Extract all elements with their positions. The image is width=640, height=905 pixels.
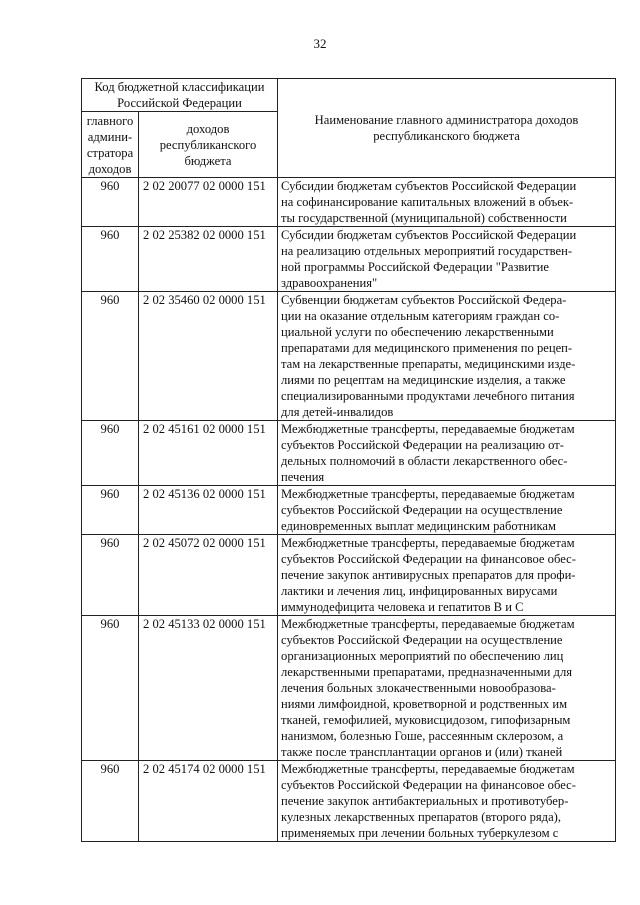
income-name-line: дельных полномочий в области лекарственного обес- <box>281 454 568 468</box>
income-code-cell: 2 02 45133 02 0000 151 <box>139 616 278 761</box>
income-code-cell: 2 02 45136 02 0000 151 <box>139 486 278 535</box>
income-name-line: на софинансирование капитальных вложений в объек- <box>281 195 574 209</box>
header-classification-group <box>82 79 278 112</box>
income-name-line: субъектов Российской Федерации на осуществление <box>281 503 563 517</box>
table-row <box>82 227 616 292</box>
header-chief-administrator <box>82 112 139 178</box>
income-name-line: тканей, гемофилией, муковисцидозом, гипофизарным <box>281 713 571 727</box>
header-admin-line: админи- <box>87 129 133 144</box>
header-income-line: доходов <box>186 121 230 136</box>
income-name-line: применяемых при лечении больных туберкулезом с <box>281 826 559 840</box>
income-name-line: там на лекарственные препараты, медицинскими изде- <box>281 357 576 371</box>
admin-code-cell: 960 <box>82 616 139 761</box>
page-number: 32 <box>313 36 327 51</box>
income-name-line: субъектов Российской Федерации на финансовое обес- <box>281 552 576 566</box>
income-name-line: ты государственной (муниципальной) собственности <box>281 211 567 225</box>
table-row <box>82 178 616 227</box>
income-name-line: печения <box>281 470 325 484</box>
income-code-cell: 2 02 20077 02 0000 151 <box>139 178 278 227</box>
income-name-line: лиями по рецептам на медицинские изделия, а также <box>281 373 566 387</box>
income-name-line: для детей-инвалидов <box>281 405 394 419</box>
income-name-cell <box>278 421 616 486</box>
header-administrator-name <box>278 79 616 178</box>
table-row <box>82 761 616 842</box>
income-name-cell <box>278 178 616 227</box>
admin-code-cell: 960 <box>82 292 139 421</box>
income-name-line: единовременных выплат медицинским работникам <box>281 519 556 533</box>
income-name-line: Субвенции бюджетам субъектов Российской Федера- <box>281 293 567 307</box>
admin-code-cell: 960 <box>82 421 139 486</box>
header-admin-line: стратора <box>86 145 134 160</box>
income-name-line: Межбюджетные трансферты, передаваемые бюджетам <box>281 762 575 776</box>
income-name-line: Субсидии бюджетам субъектов Российской Федерации <box>281 179 577 193</box>
income-name-line: кулезных лекарственных препаратов (второго ряда), <box>281 810 562 824</box>
admin-code-cell: 960 <box>82 761 139 842</box>
budget-classification-table <box>81 78 616 842</box>
table-row <box>82 486 616 535</box>
income-name-line: ниями лимфоидной, кроветворной и родственных им <box>281 697 568 711</box>
header-admin-line: доходов <box>88 161 132 176</box>
header-name-line: Наименование главного администратора доходов <box>314 113 579 127</box>
income-name-line: циальной услуги по обеспечению лекарственными <box>281 325 554 339</box>
income-name-line: лекарственными препаратами, предназначенными для <box>281 665 573 679</box>
income-name-line: нанизмом, болезнью Гоше, рассеянным склерозом, а <box>281 729 564 743</box>
income-name-line: печение закупок антибактериальных и противотубер- <box>281 794 569 808</box>
header-income-line: бюджета <box>184 153 232 168</box>
table-row <box>82 421 616 486</box>
income-name-line: Межбюджетные трансферты, передаваемые бюджетам <box>281 536 575 550</box>
income-name-line: Межбюджетные трансферты, передаваемые бюджетам <box>281 487 575 501</box>
income-code-cell: 2 02 45174 02 0000 151 <box>139 761 278 842</box>
table-row <box>82 535 616 616</box>
admin-code-cell: 960 <box>82 486 139 535</box>
table-row <box>82 616 616 761</box>
header-group-line: Российской Федерации <box>117 96 242 110</box>
income-name-cell <box>278 761 616 842</box>
income-code-cell: 2 02 25382 02 0000 151 <box>139 227 278 292</box>
income-name-cell <box>278 616 616 761</box>
income-name-line: субъектов Российской Федерации на реализацию от- <box>281 438 564 452</box>
income-name-line: субъектов Российской Федерации на финансовое обес- <box>281 778 576 792</box>
income-name-line: Межбюджетные трансферты, передаваемые бюджетам <box>281 422 575 436</box>
income-name-cell <box>278 486 616 535</box>
table-body <box>82 178 616 842</box>
admin-code-cell: 960 <box>82 178 139 227</box>
income-name-line: на реализацию отдельных мероприятий государствен- <box>281 244 573 258</box>
income-code-cell: 2 02 45072 02 0000 151 <box>139 535 278 616</box>
income-name-line: Межбюджетные трансферты, передаваемые бюджетам <box>281 617 575 631</box>
income-name-cell <box>278 535 616 616</box>
income-name-line: лактики и лечения лиц, инфицированных вирусами <box>281 584 558 598</box>
income-name-line: иммунодефицита человека и гепатитов B и C <box>281 600 524 614</box>
income-name-line: печение закупок антивирусных препаратов для профи- <box>281 568 576 582</box>
income-name-line: лечения больных злокачественными новообразова- <box>281 681 556 695</box>
table-header <box>82 79 616 178</box>
income-name-line: также после трансплантации органов и (или) тканей <box>281 745 563 759</box>
income-name-line: здравоохранения" <box>281 276 378 290</box>
income-name-line: субъектов Российской Федерации на осуществление <box>281 633 563 647</box>
income-name-line: Субсидии бюджетам субъектов Российской Федерации <box>281 228 577 242</box>
income-name-line: специализированными продуктами лечебного питания <box>281 389 575 403</box>
income-name-line: организационных мероприятий по обеспечению лиц <box>281 649 564 663</box>
header-admin-line: главного <box>86 113 134 128</box>
income-name-line: ной программы Российской Федерации "Развитие <box>281 260 549 274</box>
admin-code-cell: 960 <box>82 535 139 616</box>
header-group-line: Код бюджетной классификации <box>94 80 265 94</box>
header-republican-income <box>139 112 278 178</box>
admin-code-cell: 960 <box>82 227 139 292</box>
header-income-line: республиканского <box>159 137 257 152</box>
header-name-line: республиканского бюджета <box>373 129 520 143</box>
income-name-line: препаратами для медицинского применения по рецеп- <box>281 341 573 355</box>
income-name-cell <box>278 292 616 421</box>
table-row <box>82 292 616 421</box>
income-name-cell <box>278 227 616 292</box>
income-name-line: ции на оказание отдельным категориям граждан со- <box>281 309 560 323</box>
income-code-cell: 2 02 45161 02 0000 151 <box>139 421 278 486</box>
income-code-cell: 2 02 35460 02 0000 151 <box>139 292 278 421</box>
